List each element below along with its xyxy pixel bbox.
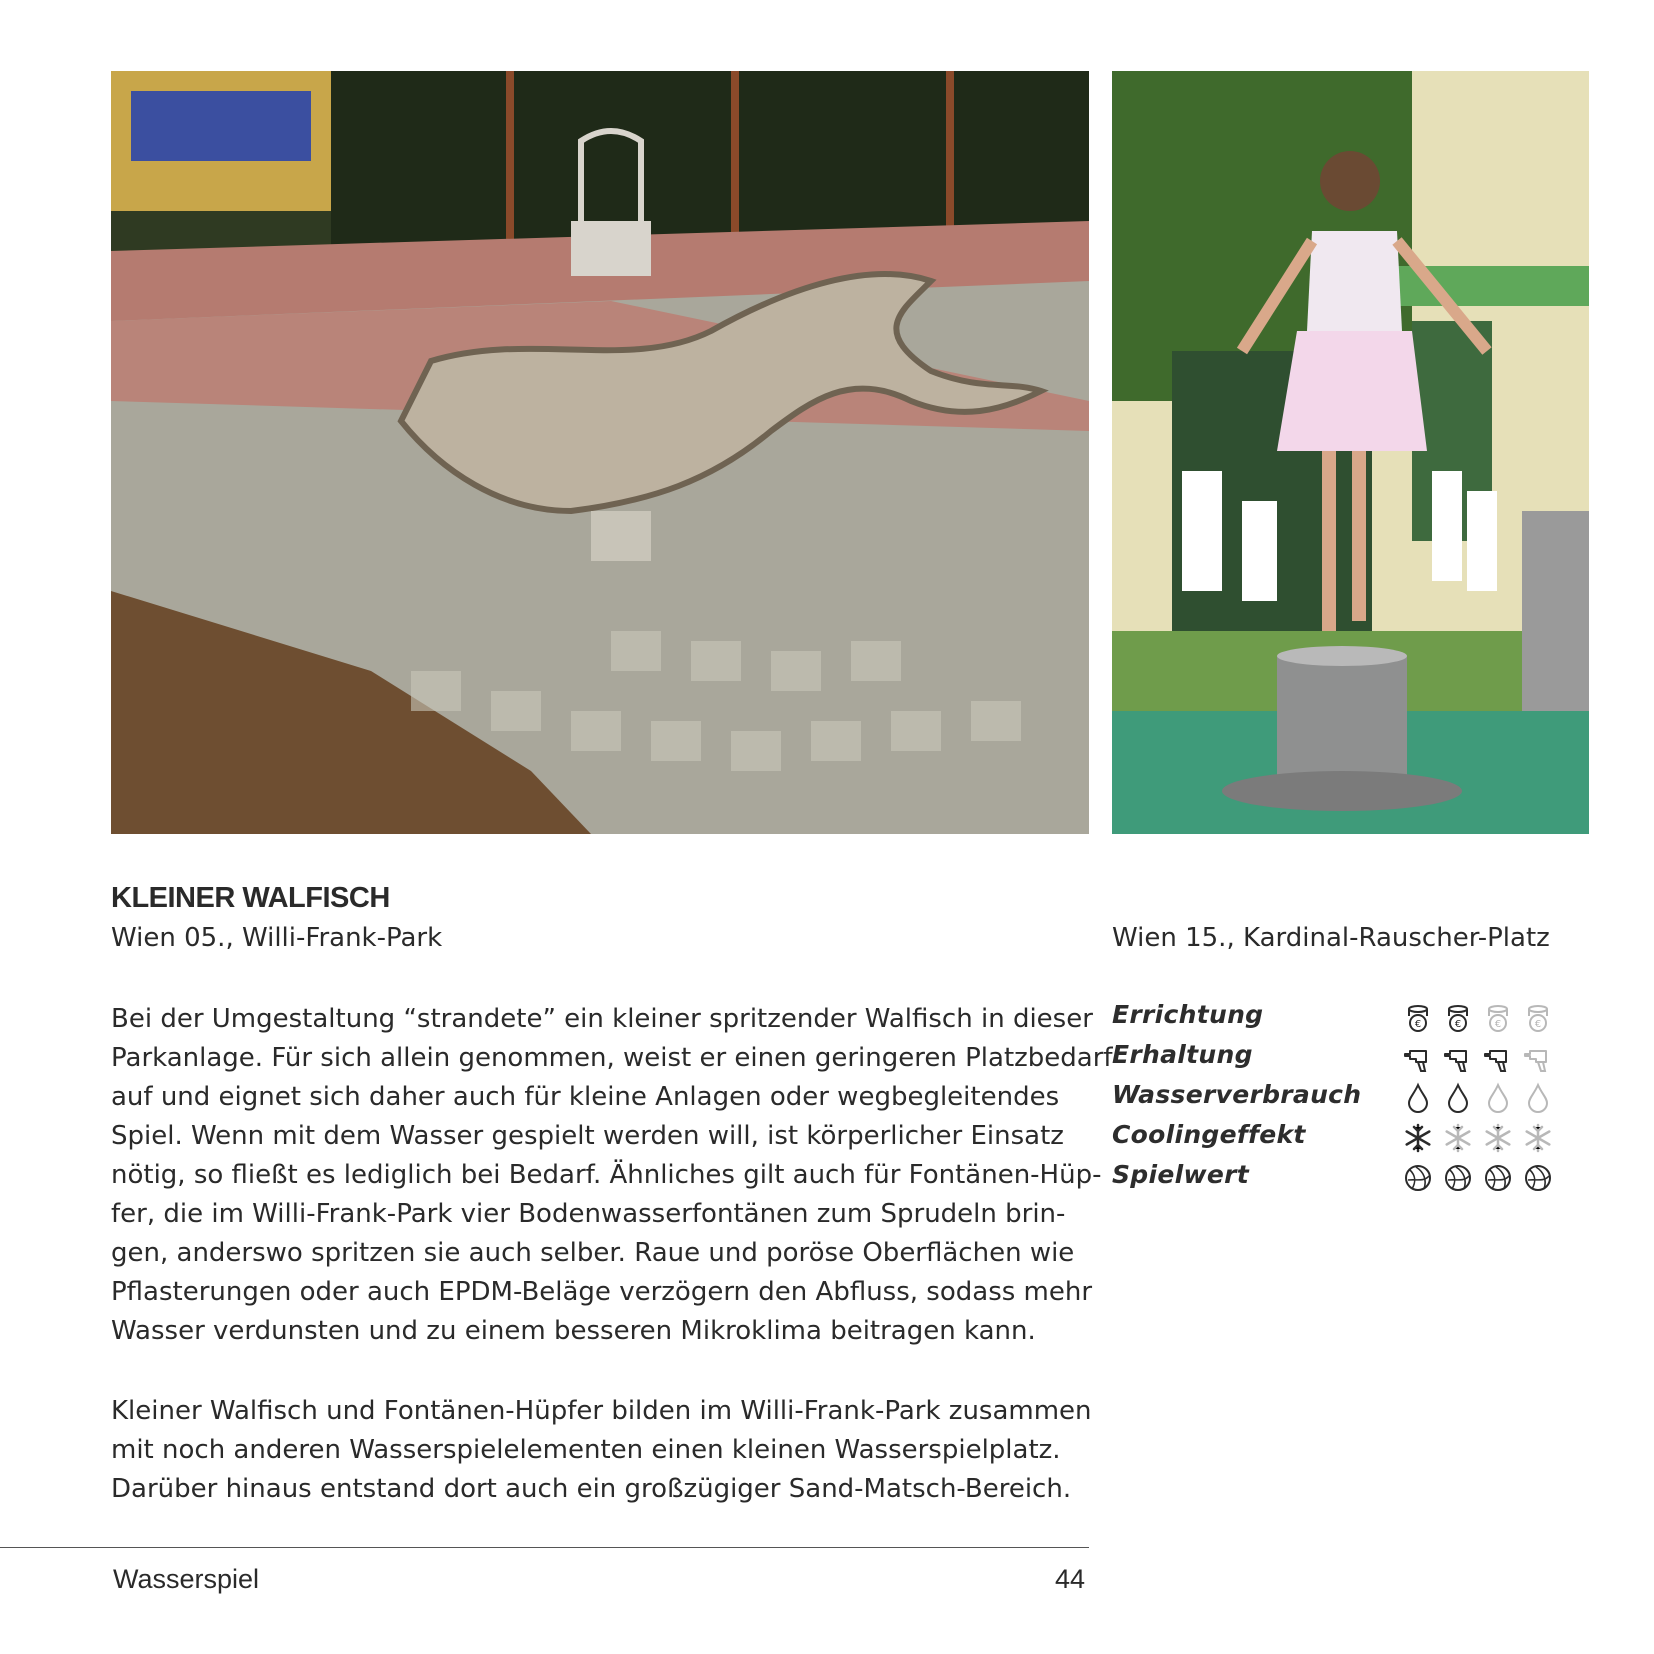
snowflake-icon xyxy=(1442,1122,1474,1154)
rating-row-spielwert xyxy=(1112,1160,1572,1200)
drill-icon xyxy=(1442,1042,1474,1074)
paragraph-line: Pflasterungen oder auch EPDM-Beläge verzögern den Abfluss, sodass mehr xyxy=(111,1277,1093,1307)
rating-label: Erhaltung xyxy=(1112,1040,1253,1069)
snowflake-icon xyxy=(1402,1122,1434,1154)
paragraph-line: nötig, so fließt es lediglich bei Bedarf. Ähnliches gilt auch für Fontänen-Hüp- xyxy=(111,1160,1102,1190)
ball-icon xyxy=(1482,1162,1514,1194)
coin-stack-icon xyxy=(1442,1002,1474,1034)
paragraph-line: auf und eignet sich daher auch für kleine Anlagen oder wegbegleitendes xyxy=(111,1082,1060,1112)
coin-stack-icon xyxy=(1522,1002,1554,1034)
rating-icons xyxy=(1402,1042,1554,1074)
water-drop-icon xyxy=(1402,1082,1434,1114)
rating-icons xyxy=(1402,1082,1554,1114)
svg-text:€: € xyxy=(1534,1019,1542,1030)
rating-icons xyxy=(1402,1122,1554,1154)
article-title: KLEINER WALFISCH xyxy=(111,882,390,914)
rating-label: Spielwert xyxy=(1112,1160,1250,1189)
svg-text:€: € xyxy=(1414,1019,1422,1030)
rating-row-errichtung xyxy=(1112,1000,1572,1040)
ball-icon xyxy=(1402,1162,1434,1194)
rating-label: Wasserverbrauch xyxy=(1112,1080,1362,1109)
page-number: 44 xyxy=(1055,1564,1086,1594)
whale-sculpture-photo xyxy=(111,71,1089,834)
paragraph-line: Wasser verdunsten und zu einem besseren Mikroklima beitragen kann. xyxy=(111,1316,1036,1346)
water-drop-icon xyxy=(1442,1082,1474,1114)
location-left: Wien 05., Willi-Frank-Park xyxy=(111,923,443,953)
water-drop-icon xyxy=(1482,1082,1514,1114)
ball-icon xyxy=(1522,1162,1554,1194)
fountain-jumper-photo xyxy=(1112,71,1589,834)
paragraph-line: mit noch anderen Wasserspielelementen einen kleinen Wasserspielplatz. xyxy=(111,1435,1061,1465)
rating-icons xyxy=(1402,1002,1554,1034)
snowflake-icon xyxy=(1522,1122,1554,1154)
rating-row-wasserverbrauch xyxy=(1112,1080,1572,1120)
snowflake-icon xyxy=(1482,1122,1514,1154)
rating-icons xyxy=(1402,1162,1554,1194)
paragraph-line: Kleiner Walfisch und Fontänen-Hüpfer bilden im Willi-Frank-Park zusammen xyxy=(111,1396,1092,1426)
drill-icon xyxy=(1482,1042,1514,1074)
rating-table xyxy=(1112,1000,1572,1200)
ball-icon xyxy=(1442,1162,1474,1194)
water-drop-icon xyxy=(1522,1082,1554,1114)
coin-stack-icon xyxy=(1402,1002,1434,1034)
paragraph-1 xyxy=(111,1000,1113,1351)
paragraph-line: Parkanlage. Für sich allein genommen, weist er einen geringeren Platzbedarf xyxy=(111,1043,1113,1073)
paragraph-line: Darüber hinaus entstand dort auch ein großzügiger Sand-Matsch-Bereich. xyxy=(111,1474,1072,1504)
rating-row-erhaltung xyxy=(1112,1040,1572,1080)
footer-section-label: Wasserspiel xyxy=(113,1564,260,1594)
paragraph-2 xyxy=(111,1392,1101,1509)
drill-icon xyxy=(1522,1042,1554,1074)
paragraph-line: Spiel. Wenn mit dem Wasser gespielt werden will, ist körperlicher Einsatz xyxy=(111,1121,1064,1151)
svg-text:€: € xyxy=(1494,1019,1502,1030)
svg-text:€: € xyxy=(1454,1019,1462,1030)
footer-divider xyxy=(0,1547,1089,1548)
paragraph-line: fer, die im Willi-Frank-Park vier Bodenwasserfontänen zum Sprudeln brin- xyxy=(111,1199,1066,1229)
rating-row-coolingeffekt xyxy=(1112,1120,1572,1160)
coin-stack-icon xyxy=(1482,1002,1514,1034)
rating-label: Coolingeffekt xyxy=(1112,1120,1306,1149)
paragraph-line: Bei der Umgestaltung “strandete” ein kleiner spritzender Walfisch in dieser xyxy=(111,1004,1093,1034)
rating-label: Errichtung xyxy=(1112,1000,1264,1029)
location-right: Wien 15., Kardinal-Rauscher-Platz xyxy=(1112,923,1550,953)
paragraph-line: gen, anderswo spritzen sie auch selber. Raue und poröse Oberflächen wie xyxy=(111,1238,1075,1268)
drill-icon xyxy=(1402,1042,1434,1074)
